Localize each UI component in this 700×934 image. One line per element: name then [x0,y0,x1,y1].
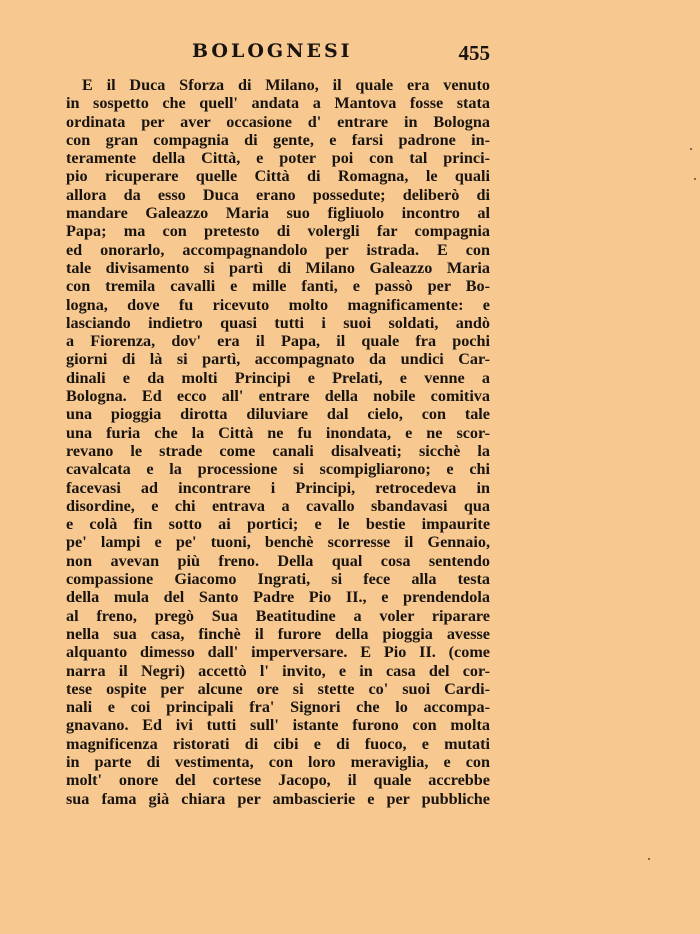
text-line: non avevan più freno. Della qual cosa sentendo [66,551,490,570]
text-line: Papa; ma con pretesto di volergli far compagnia [66,222,490,241]
text-line: allora da esso Duca erano possedute; deliberò di [66,185,490,204]
text-line: e colà fin sotto ai portici; e le bestie impaurite [66,515,490,534]
text-line: nella sua casa, finchè il furore della pioggia avesse [66,624,490,643]
text-line: una pioggia dirotta diluviare dal cielo, con tale [66,405,490,424]
text-line: magnificenza ristorati di cibi e di fuoco, e mutati [66,734,490,753]
text-line: alquanto dimesso dall' imperversare. E Pio II. (come [66,643,490,662]
page-header [66,40,490,66]
text-line: disordine, e chi entrava a cavallo sbandavasi qua [66,496,490,515]
text-line: pe' lampi e pe' tuoni, benchè scorresse il Gennaio, [66,533,490,552]
text-line: dinali e da molti Principi e Prelati, e venne a [66,368,490,387]
text-line: in sospetto che quell' andata a Mantova fosse stata [66,94,490,113]
paper-speck [690,148,692,150]
text-line: nali e coi principali fra' Signori che lo accompa- [66,698,490,717]
text-line: pio ricuperare quelle Città di Romagna, le quali [66,167,490,186]
text-line: lasciando indietro quasi tutti i suoi soldati, andò [66,313,490,332]
text-line: logna, dove fu ricevuto molto magnificamente: e [66,295,490,314]
text-line: compassione Giacomo Ingrati, si fece alla testa [66,570,490,589]
text-line: ed onorarlo, accompagnandolo per istrada. E con [66,240,490,259]
text-line: revano le strade come canali disalveati; sicchè la [66,441,490,460]
text-line: cavalcata e la processione si scompigliarono; e chi [66,460,490,479]
text-line: a Fiorenza, dov' era il Papa, il quale fra pochi [66,332,490,351]
text-line: con gran compagnia di gente, e farsi padrone in- [66,130,490,149]
text-line: al freno, pregò Sua Beatitudine a voler riparare [66,606,490,625]
text-line: teramente della Città, e poter poi con tal princi- [66,149,490,168]
text-line: narra il Negri) accettò l' invito, e in casa del cor- [66,661,490,680]
text-line: mandare Galeazzo Maria suo figliuolo incontro al [66,204,490,223]
text-line: della mula del Santo Padre Pio II., e prendendola [66,588,490,607]
running-title: BOLOGNESI [192,40,353,62]
paper-speck [694,178,696,180]
text-line: gnavano. Ed ivi tutti sull' istante furono con molta [66,716,490,735]
text-line: giorni di là si partì, accompagnato da undici Car- [66,350,490,369]
body-text [66,76,490,808]
paper-speck [648,858,650,860]
text-line: ordinata per aver occasione d' entrare in Bologna [66,112,490,131]
text-line: con tremila cavalli e mille fanti, e passò per Bo- [66,277,490,296]
text-line: tale divisamento si partì di Milano Galeazzo Maria [66,258,490,277]
text-line: tese ospite per alcune ore si stette co' suoi Cardi- [66,679,490,698]
text-line: sua fama già chiara per ambascierie e per pubbliche [66,789,490,808]
text-line: molt' onore del cortese Jacopo, il quale accrebbe [66,771,490,790]
text-line: facevasi ad incontrare i Principi, retrocedeva in [66,478,490,497]
text-line: E il Duca Sforza di Milano, il quale era venuto [82,76,490,94]
page-number: 455 [458,41,490,65]
text-line: una furia che la Città ne fu inondata, e ne scor- [66,423,490,442]
text-line: Bologna. Ed ecco all' entrare della nobile comitiva [66,387,490,406]
text-line: in parte di vestimenta, con loro meraviglia, e con [66,752,490,771]
